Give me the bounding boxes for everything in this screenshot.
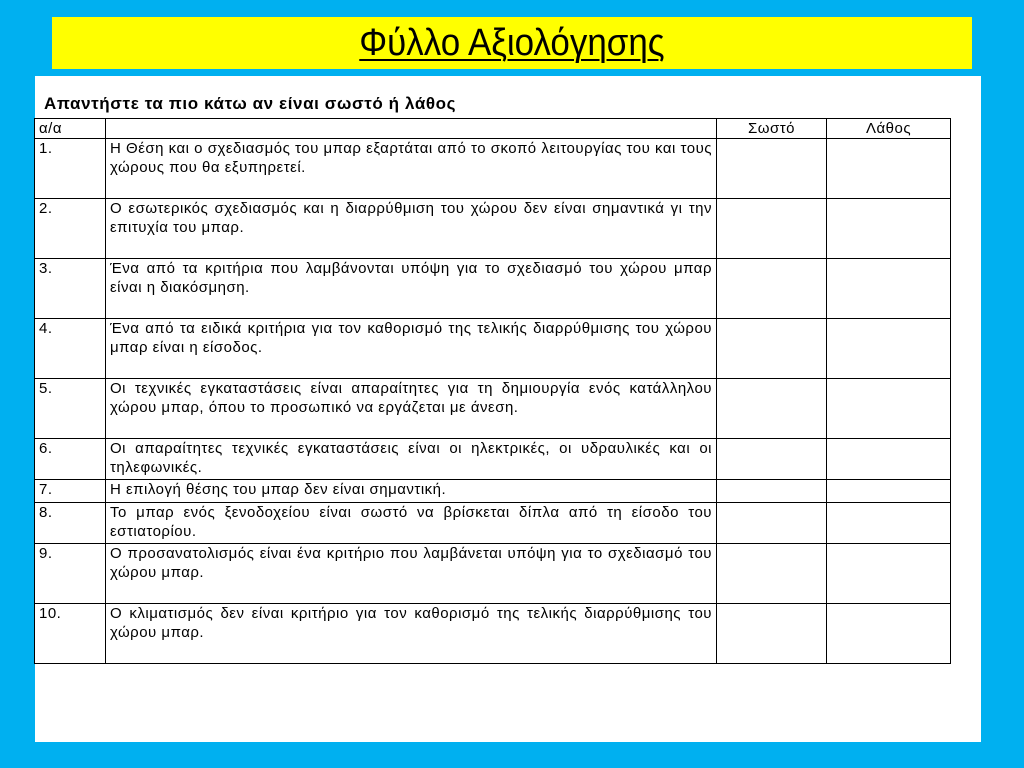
- false-answer-cell[interactable]: [827, 480, 951, 503]
- true-answer-cell[interactable]: [717, 439, 827, 480]
- table-row: [35, 319, 951, 379]
- page-title: Φύλλο Αξιολόγησης: [359, 21, 665, 64]
- true-answer-cell[interactable]: [717, 604, 827, 664]
- false-answer-cell[interactable]: [827, 604, 951, 664]
- table-row: [35, 259, 951, 319]
- true-answer-cell[interactable]: [717, 139, 827, 199]
- true-answer-cell[interactable]: [717, 480, 827, 503]
- table-row: [35, 544, 951, 604]
- table-row: [35, 604, 951, 664]
- row-number: 9.: [35, 544, 106, 604]
- true-answer-cell[interactable]: [717, 503, 827, 544]
- table-header-row: [35, 119, 951, 139]
- row-number: 8.: [35, 503, 106, 544]
- false-answer-cell[interactable]: [827, 379, 951, 439]
- table-row: [35, 503, 951, 544]
- true-answer-cell[interactable]: [717, 379, 827, 439]
- instructions-heading: Απαντήστε τα πιο κάτω αν είναι σωστό ή λάθος: [44, 94, 457, 113]
- row-statement: Ο εσωτερικός σχεδιασμός και η διαρρύθμιση του χώρου δεν είναι σημαντικά γι την επιτυχία του μπαρ.: [106, 199, 717, 259]
- title-bar: [52, 17, 972, 69]
- row-statement: Το μπαρ ενός ξενοδοχείου είναι σωστό να βρίσκεται δίπλα από τη είσοδο του εστιατορίου.: [106, 503, 717, 544]
- row-statement: Ένα από τα κριτήρια που λαμβάνονται υπόψη για το σχεδιασμό του χώρου μπαρ είναι η διακόσμηση.: [106, 259, 717, 319]
- table-row: [35, 480, 951, 503]
- evaluation-table: [34, 118, 951, 664]
- row-number: 1.: [35, 139, 106, 199]
- row-number: 4.: [35, 319, 106, 379]
- table-row: [35, 139, 951, 199]
- row-number: 2.: [35, 199, 106, 259]
- header-false: Λάθος: [827, 119, 951, 139]
- true-answer-cell[interactable]: [717, 544, 827, 604]
- false-answer-cell[interactable]: [827, 503, 951, 544]
- row-statement: Η επιλογή θέσης του μπαρ δεν είναι σημαντική.: [106, 480, 717, 503]
- row-number: 6.: [35, 439, 106, 480]
- true-answer-cell[interactable]: [717, 259, 827, 319]
- header-statement: [106, 119, 717, 139]
- row-number: 3.: [35, 259, 106, 319]
- row-statement: Ο προσανατολισμός είναι ένα κριτήριο που λαμβάνεται υπόψη για το σχεδιασμό του χώρου μπαρ.: [106, 544, 717, 604]
- false-answer-cell[interactable]: [827, 199, 951, 259]
- true-answer-cell[interactable]: [717, 199, 827, 259]
- header-true: Σωστό: [717, 119, 827, 139]
- false-answer-cell[interactable]: [827, 439, 951, 480]
- table-row: [35, 379, 951, 439]
- row-statement: Ένα από τα ειδικά κριτήρια για τον καθορισμό της τελικής διαρρύθμισης του χώρου μπαρ είναι η είσοδος.: [106, 319, 717, 379]
- row-statement: Η Θέση και ο σχεδιασμός του μπαρ εξαρτάται από το σκοπό λειτουργίας του και τους χώρους που θα εξυπηρετεί.: [106, 139, 717, 199]
- false-answer-cell[interactable]: [827, 544, 951, 604]
- row-statement: Οι τεχνικές εγκαταστάσεις είναι απαραίτητες για τη δημιουργία ενός κατάλληλου χώρου μπαρ, όπου το προσωπικό να εργάζεται με άνεση.: [106, 379, 717, 439]
- row-number: 5.: [35, 379, 106, 439]
- header-number: α/α: [35, 119, 106, 139]
- true-answer-cell[interactable]: [717, 319, 827, 379]
- row-statement: Οι απαραίτητες τεχνικές εγκαταστάσεις είναι οι ηλεκτρικές, οι υδραυλικές και οι τηλεφωνικές.: [106, 439, 717, 480]
- row-number: 10.: [35, 604, 106, 664]
- false-answer-cell[interactable]: [827, 259, 951, 319]
- table-row: [35, 439, 951, 480]
- row-statement: Ο κλιματισμός δεν είναι κριτήριο για τον καθορισμό της τελικής διαρρύθμισης του χώρου μπαρ.: [106, 604, 717, 664]
- row-number: 7.: [35, 480, 106, 503]
- false-answer-cell[interactable]: [827, 319, 951, 379]
- false-answer-cell[interactable]: [827, 139, 951, 199]
- table-row: [35, 199, 951, 259]
